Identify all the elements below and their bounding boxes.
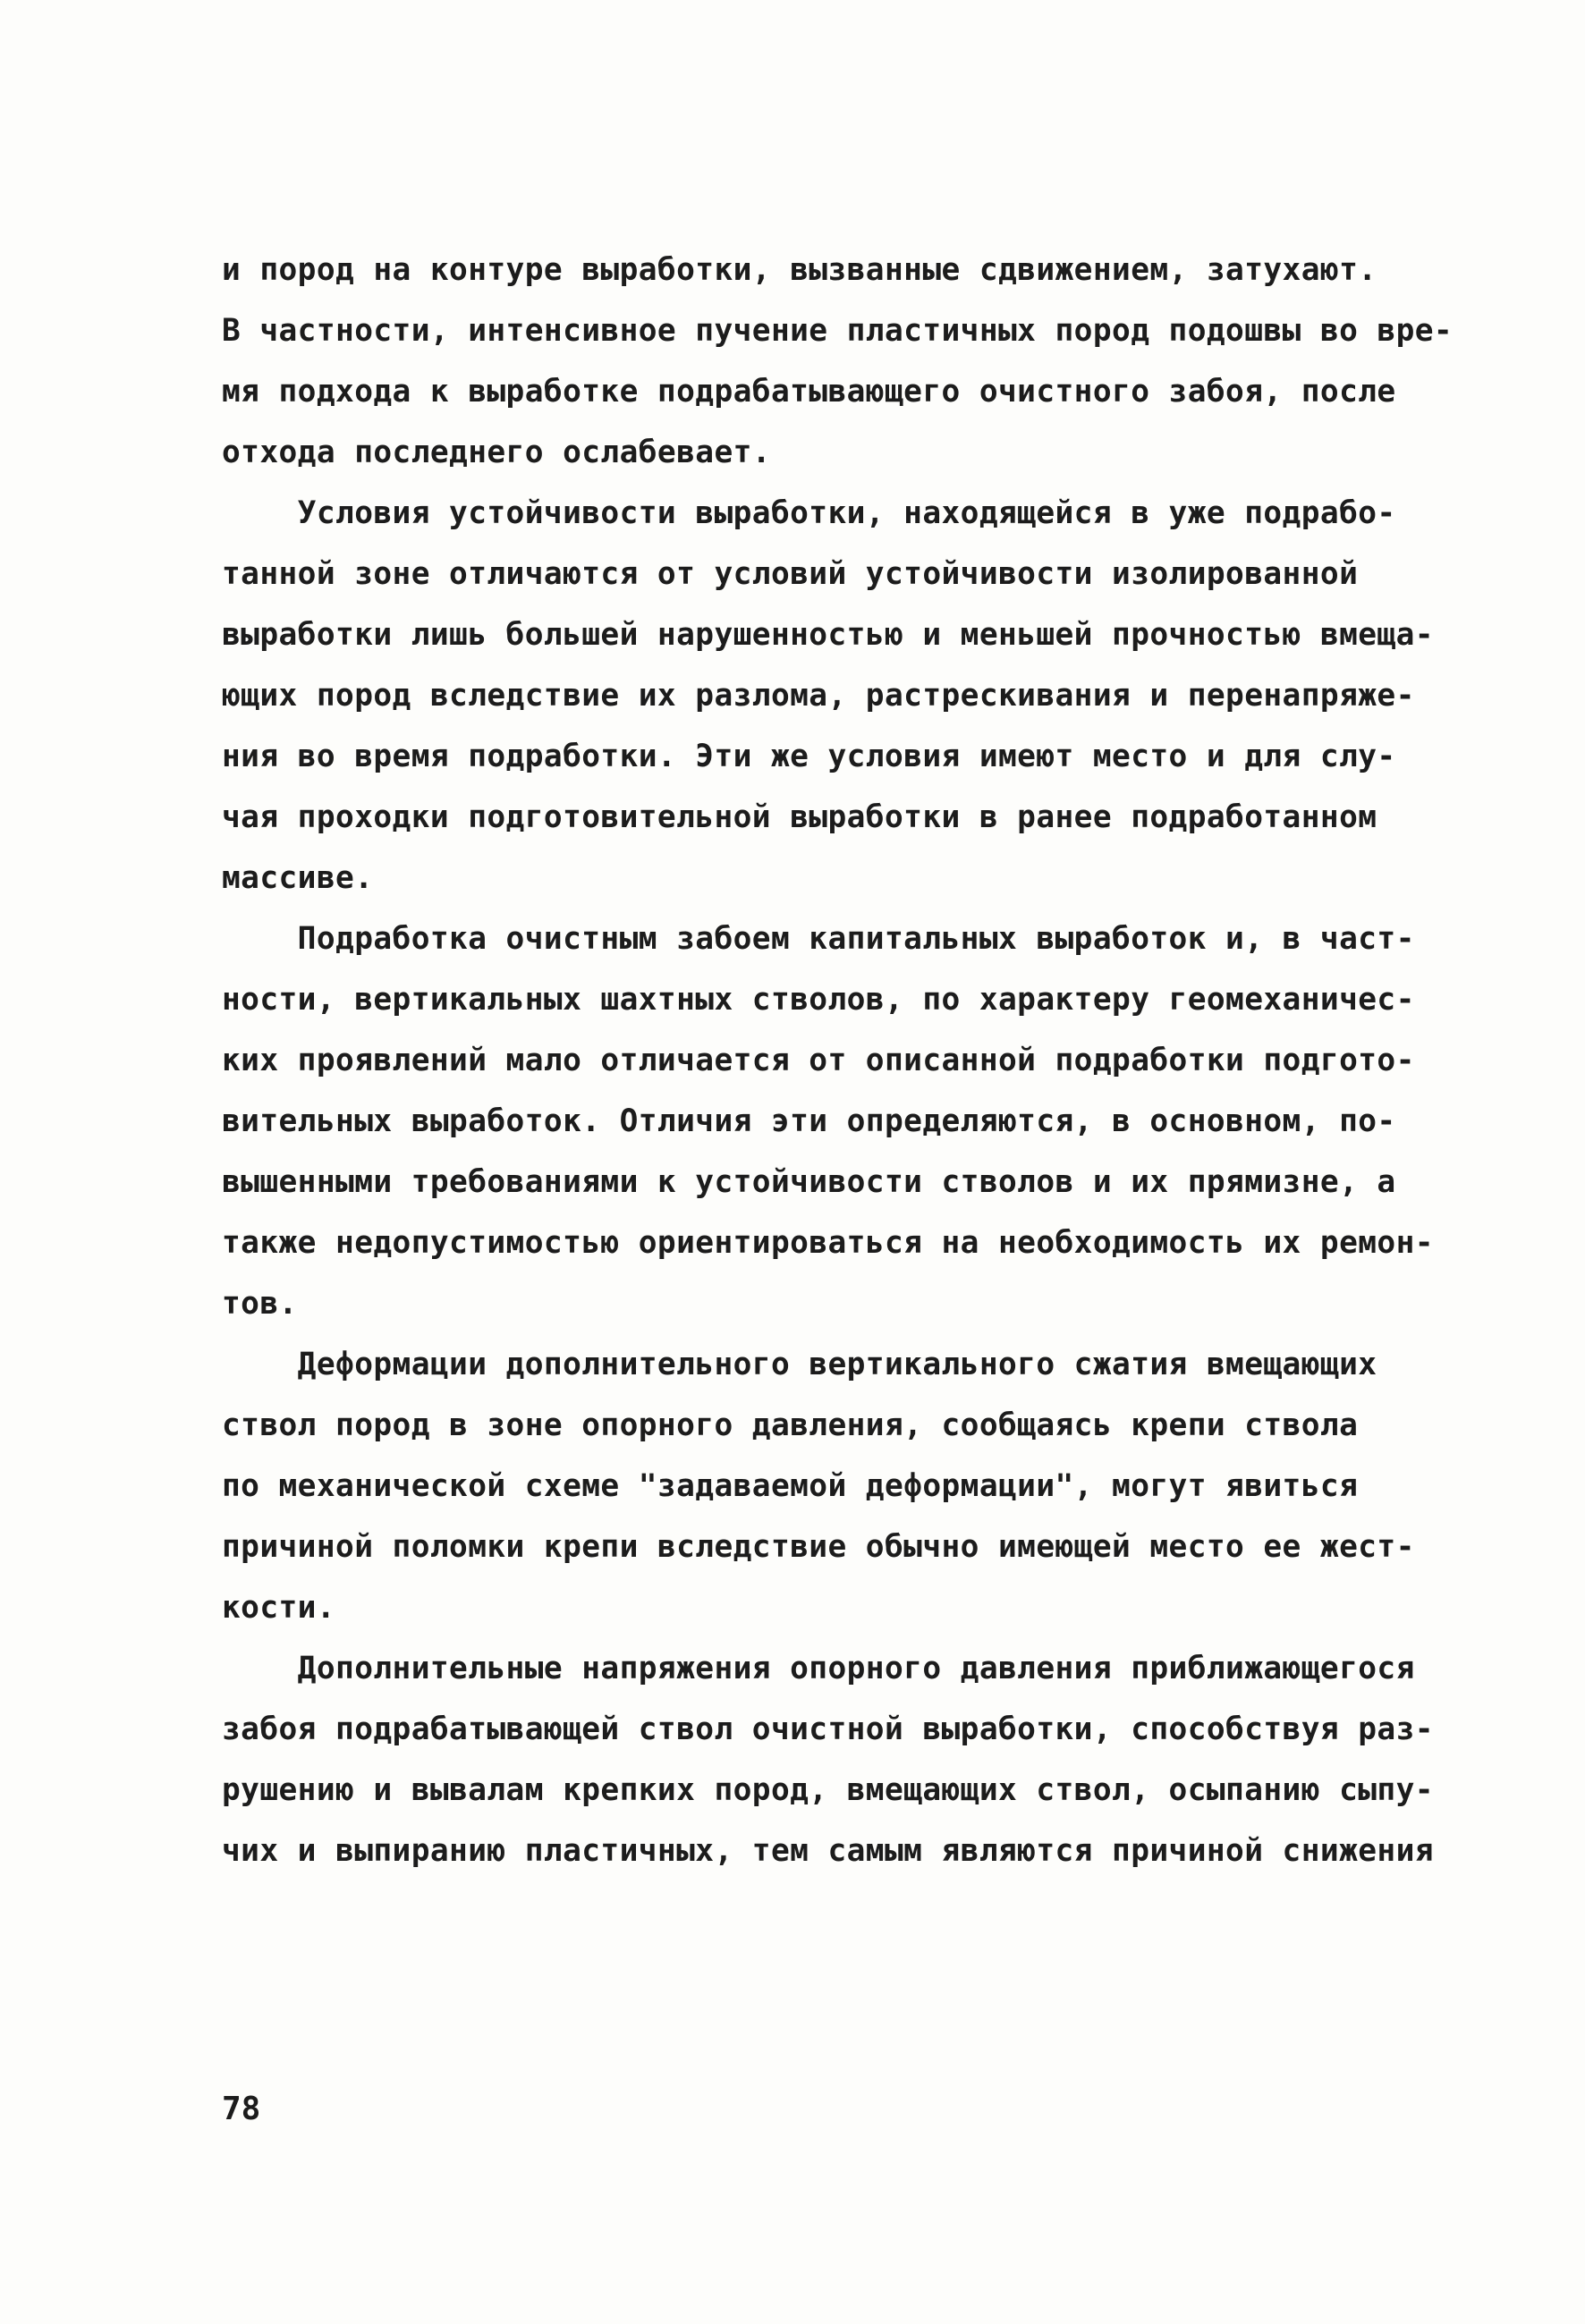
- text-line: ния во время подработки. Эти же условия имеют место и для слу-: [222, 739, 1396, 774]
- text-line: вительных выработок. Отличия эти определяются, в основном, по-: [222, 1103, 1396, 1139]
- text-line: Деформации дополнительного вертикального сжатия вмещающих: [222, 1347, 1377, 1382]
- body-text: [222, 240, 1454, 1881]
- page-number: 78: [222, 2091, 261, 2127]
- text-line: и пород на контуре выработки, вызванные сдвижением, затухают.: [222, 252, 1377, 288]
- text-line: причиной поломки крепи вследствие обычно имеющей место ее жест-: [222, 1529, 1415, 1565]
- text-line: мя подхода к выработке подрабатывающего очистного забоя, после: [222, 374, 1396, 410]
- text-line: по механической схеме "задаваемой деформации", могут явиться: [222, 1468, 1359, 1504]
- text-line: ких проявлений мало отличается от описанной подработки подгото-: [222, 1043, 1415, 1078]
- text-line: массиве.: [222, 860, 374, 896]
- text-line: отхода последнего ослабевает.: [222, 435, 771, 470]
- text-line: ности, вертикальных шахтных стволов, по характеру геомеханичес-: [222, 982, 1415, 1018]
- text-line: тов.: [222, 1286, 298, 1322]
- text-line: ствол пород в зоне опорного давления, сообщаясь крепи ствола: [222, 1407, 1359, 1443]
- text-line: рушению и вывалам крепких пород, вмещающих ствол, осыпанию сыпу-: [222, 1772, 1434, 1808]
- text-line: также недопустимостью ориентироваться на необходимость их ремон-: [222, 1225, 1434, 1261]
- text-line: Условия устойчивости выработки, находящейся в уже подрабо-: [222, 495, 1396, 531]
- text-line: вышенными требованиями к устойчивости стволов и их прямизне, а: [222, 1164, 1396, 1200]
- text-line: Дополнительные напряжения опорного давления приближающегося: [222, 1651, 1415, 1686]
- text-line: чая проходки подготовительной выработки в ранее подработанном: [222, 799, 1377, 835]
- text-line: Подработка очистным забоем капитальных выработок и, в част-: [222, 921, 1415, 957]
- text-line: танной зоне отличаются от условий устойчивости изолированной: [222, 556, 1359, 592]
- text-line: чих и выпиранию пластичных, тем самым являются причиной снижения: [222, 1833, 1434, 1869]
- text-line: забоя подрабатывающей ствол очистной выработки, способствуя раз-: [222, 1711, 1434, 1747]
- text-line: ющих пород вследствие их разлома, растрескивания и перенапряже-: [222, 678, 1415, 714]
- text-line: выработки лишь большей нарушенностью и меньшей прочностью вмеща-: [222, 617, 1434, 653]
- text-line: кости.: [222, 1590, 336, 1626]
- text-line: В частности, интенсивное пучение пластичных пород подошвы во вре-: [222, 313, 1454, 349]
